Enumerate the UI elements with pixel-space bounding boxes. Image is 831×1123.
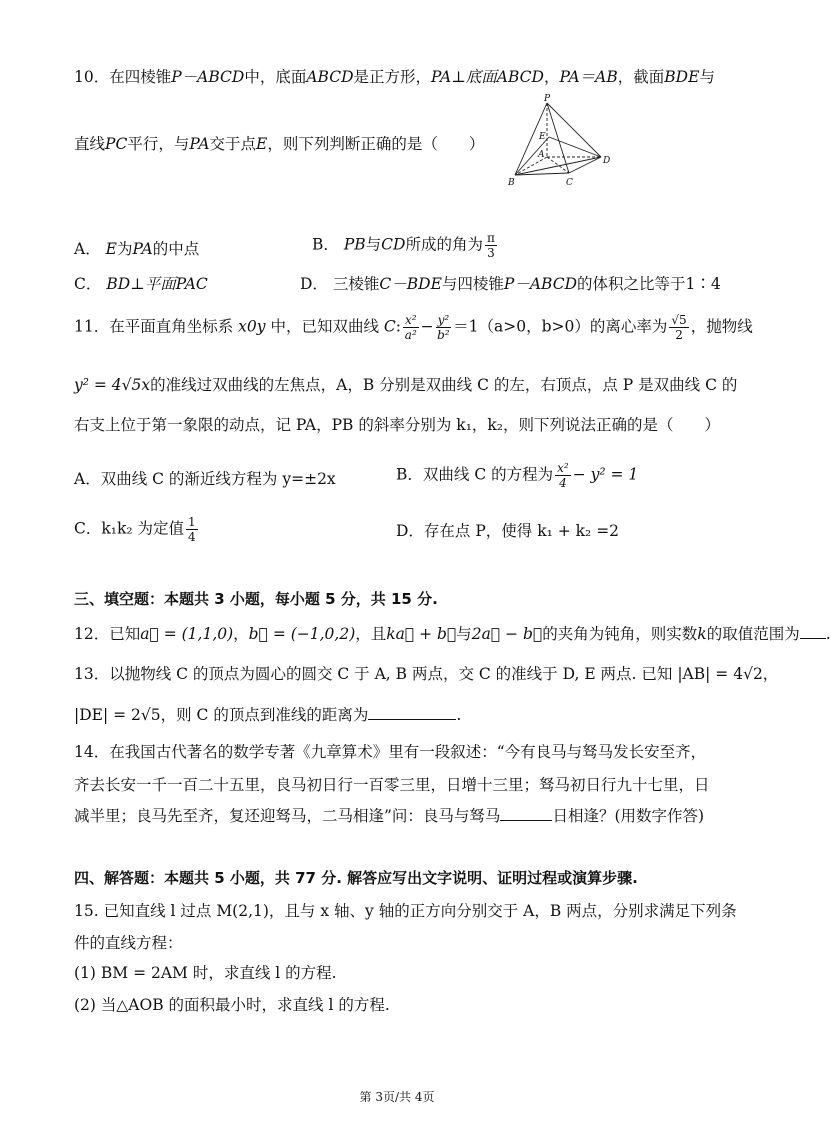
q12-expression2: 2a⃗ − b⃗	[471, 625, 543, 643]
fraction-numerator: x²	[557, 461, 569, 475]
q10-option-b	[312, 232, 499, 259]
q11-option-a: A．双曲线 C 的渐近线方程为 y=±2x	[74, 470, 336, 488]
q12-text: ，且	[355, 625, 387, 643]
q10-text: 与	[699, 68, 715, 86]
edge-ed	[549, 137, 601, 157]
q10-condition1: PA⊥底面ABCD	[431, 68, 544, 86]
q15-sub2: (2) 当△AOB 的面积最小时，求直线 l 的方程.	[74, 996, 390, 1014]
q13-text: |DE| = 2√5，则 C 的顶点到准线的距离为	[74, 706, 369, 724]
answer-blank[interactable]	[368, 705, 456, 720]
label-b: B	[508, 178, 515, 188]
q11-text: ＝1（a>0，b>0）的离心率为	[453, 317, 668, 336]
q14-text: 减半里；良马先至齐，复还迎驽马，二马相逢”问：良马与驽马	[74, 807, 501, 825]
q15-line1: 15. 已知直线 l 过点 M(2,1)，且与 x 轴、y 轴的正方向分别交于 A，B 两点，分别求满足下列条	[74, 902, 737, 920]
fraction-x2-a2	[403, 314, 419, 341]
q10-text: 的中点	[152, 240, 200, 258]
q12-comma: ，	[233, 625, 249, 643]
q10-stem-line2	[74, 133, 484, 155]
q10-condition2: PA＝AB	[559, 68, 618, 86]
label-a: A	[538, 150, 545, 160]
q10-option-a	[74, 238, 199, 260]
q10-pyramid-name: P－ABCD	[503, 275, 577, 293]
q14-line3	[74, 805, 704, 827]
q10-text: 交于点	[209, 135, 257, 153]
q10-point-e: E	[105, 240, 117, 258]
q10-separator: ，	[543, 68, 560, 86]
label-c: C	[566, 178, 573, 188]
section-four-heading: 四、解答题：本题共 5 小题，共 77 分. 解答应写出文字说明、证明过程或演算步骤.	[74, 869, 638, 887]
fraction-denominator: 4	[559, 476, 567, 490]
edge-cd	[569, 157, 601, 173]
q10-text: 是正方形，	[353, 68, 432, 86]
q12-end: .	[825, 625, 831, 643]
fraction-denominator: a²	[404, 328, 417, 342]
q11-text: − y² = 1	[572, 465, 639, 484]
q12-text: 的取值范围为	[706, 625, 800, 643]
q10-pyramid-name: P－ABCD	[171, 68, 245, 86]
q11-text: 的准线过双曲线的左焦点，A，B 分别是双曲线 C 的左，右顶点，点 P 是双曲线 C 的	[150, 376, 738, 394]
q10-text: 中，底面	[244, 68, 307, 86]
q11-stem-line3: 右支上位于第一象限的动点，记 PA，PB 的斜率分别为 k₁，k₂，则下列说法正确的是（ ）	[74, 416, 721, 434]
q10-line-pc: PC	[105, 135, 128, 153]
q10-text: 的体积之比等于1∶4	[577, 275, 721, 293]
q15-line2: 件的直线方程：	[74, 934, 183, 952]
page-footer: 第 3页/共 4页	[359, 1090, 435, 1104]
fraction-numerator: √5	[671, 313, 687, 327]
q14-line1: 14．在我国古代著名的数学专著《九章算术》里有一段叙述：“今有良马与驽马发长安至齐，	[74, 743, 707, 761]
q10-tetrahedron-name: C－BDE	[379, 275, 442, 293]
fraction-x2-4	[555, 462, 571, 489]
q11-option-d: D．存在点 P，使得 k₁ + k₂ =2	[396, 522, 620, 540]
q10-text: 三棱锥	[332, 275, 380, 293]
q10-text: ，则下列判断正确的是（ ）	[267, 135, 485, 153]
q10-stem-line1	[74, 66, 715, 88]
fraction-pi-over-3	[485, 232, 497, 259]
fraction-denominator: b²	[437, 328, 450, 342]
fraction-numerator: 1	[188, 515, 196, 529]
fraction-1-4	[186, 516, 198, 543]
fraction-denominator: 4	[188, 530, 196, 544]
q13-line2	[74, 704, 461, 726]
label-e: E	[539, 132, 546, 142]
q12-text: 的夹角为钝角，则实数	[542, 625, 698, 643]
fraction-y2-b2	[436, 314, 452, 341]
q15-sub1: (1) BM = 2AM 时，求直线 l 的方程.	[74, 964, 337, 982]
q11-parabola-equation: y² = 4√5x	[74, 376, 151, 394]
q10-text: ，截面	[617, 68, 665, 86]
q10-option-c-text: BD⊥平面PAC	[106, 275, 208, 293]
q11-curve-c: C	[383, 317, 396, 336]
edge-ac	[547, 157, 569, 173]
q10-base-name: ABCD	[306, 68, 354, 86]
option-label: C．	[74, 275, 102, 293]
edge-bd	[515, 157, 601, 175]
q10-option-c	[74, 273, 208, 295]
q10-text: 与	[365, 235, 382, 254]
q11-text: C．k₁k₂ 为定值	[74, 519, 184, 538]
fraction-numerator: x²	[405, 313, 417, 327]
label-d: D	[603, 156, 611, 166]
q12-text: 与	[456, 625, 472, 643]
q10-line-pa: PA	[189, 135, 210, 153]
fraction-denominator: 2	[675, 328, 683, 342]
option-label: D．	[300, 275, 328, 293]
q11-stem-line2	[74, 374, 737, 396]
answer-blank[interactable]	[800, 624, 826, 639]
option-label: A．	[74, 240, 101, 258]
q11-text: 11．在平面直角坐标系	[74, 317, 239, 336]
q10-line-cd: CD	[381, 235, 406, 254]
q12-expression1: ka⃗ + b⃗	[386, 625, 457, 643]
q10-text: 与四棱锥	[441, 275, 504, 293]
q10-point-e: E	[256, 135, 268, 153]
fraction-sqrt5-2	[669, 314, 688, 341]
section-three-heading: 三、填空题：本题共 3 小题，每小题 5 分，共 15 分.	[74, 590, 438, 608]
q11-text: B．双曲线 C 的方程为	[396, 465, 554, 484]
q11-stem-line1	[74, 314, 753, 341]
q12-text: 12．已知	[74, 625, 141, 643]
q11-minus: −	[420, 317, 434, 336]
fraction-numerator: y²	[437, 313, 450, 327]
answer-blank[interactable]	[500, 806, 552, 821]
q12-vector-b: b⃗ = (−1,0,2)	[248, 625, 356, 643]
q11-coord-system: x0y	[238, 317, 266, 336]
q10-option-d	[300, 273, 721, 295]
q11-option-c	[74, 516, 200, 543]
q11-option-b	[396, 462, 638, 489]
q10-text: 所成的角为	[405, 235, 483, 254]
q11-text: 中，已知双曲线	[265, 317, 384, 336]
q10-line-pb: PB	[343, 235, 366, 254]
q11-text: ，抛物线	[690, 317, 753, 336]
q12	[74, 623, 831, 645]
fraction-numerator: π	[486, 231, 495, 245]
q11-colon: :	[395, 317, 401, 336]
q14-text: 日相逢？(用数字作答)	[552, 807, 705, 825]
option-label: B．	[312, 235, 339, 254]
q10-text: 为	[116, 240, 133, 258]
q14-line2: 齐去长安一千一百二十五里，良马初日行一百零三里，日增十三里；驽马初日行九十七里，日	[74, 776, 710, 794]
q12-vector-a: a⃗ = (1,1,0)	[140, 625, 234, 643]
q10-text: 平行，与	[127, 135, 190, 153]
q12-k: k	[697, 625, 707, 643]
pyramid-figure	[503, 95, 623, 190]
fraction-denominator: 3	[487, 246, 495, 260]
q10-text: 10．在四棱锥	[74, 68, 172, 86]
q10-text: 直线	[74, 135, 106, 153]
label-p: P	[544, 94, 551, 104]
q13-line1: 13．以抛物线 C 的顶点为圆心的圆交 C 于 A, B 两点，交 C 的准线于 D, E 两点. 已知 |AB| = 4√2，	[74, 665, 779, 683]
q13-end: .	[456, 706, 462, 724]
q10-line-pa: PA	[132, 240, 153, 258]
q10-section-name: BDE	[664, 68, 700, 86]
